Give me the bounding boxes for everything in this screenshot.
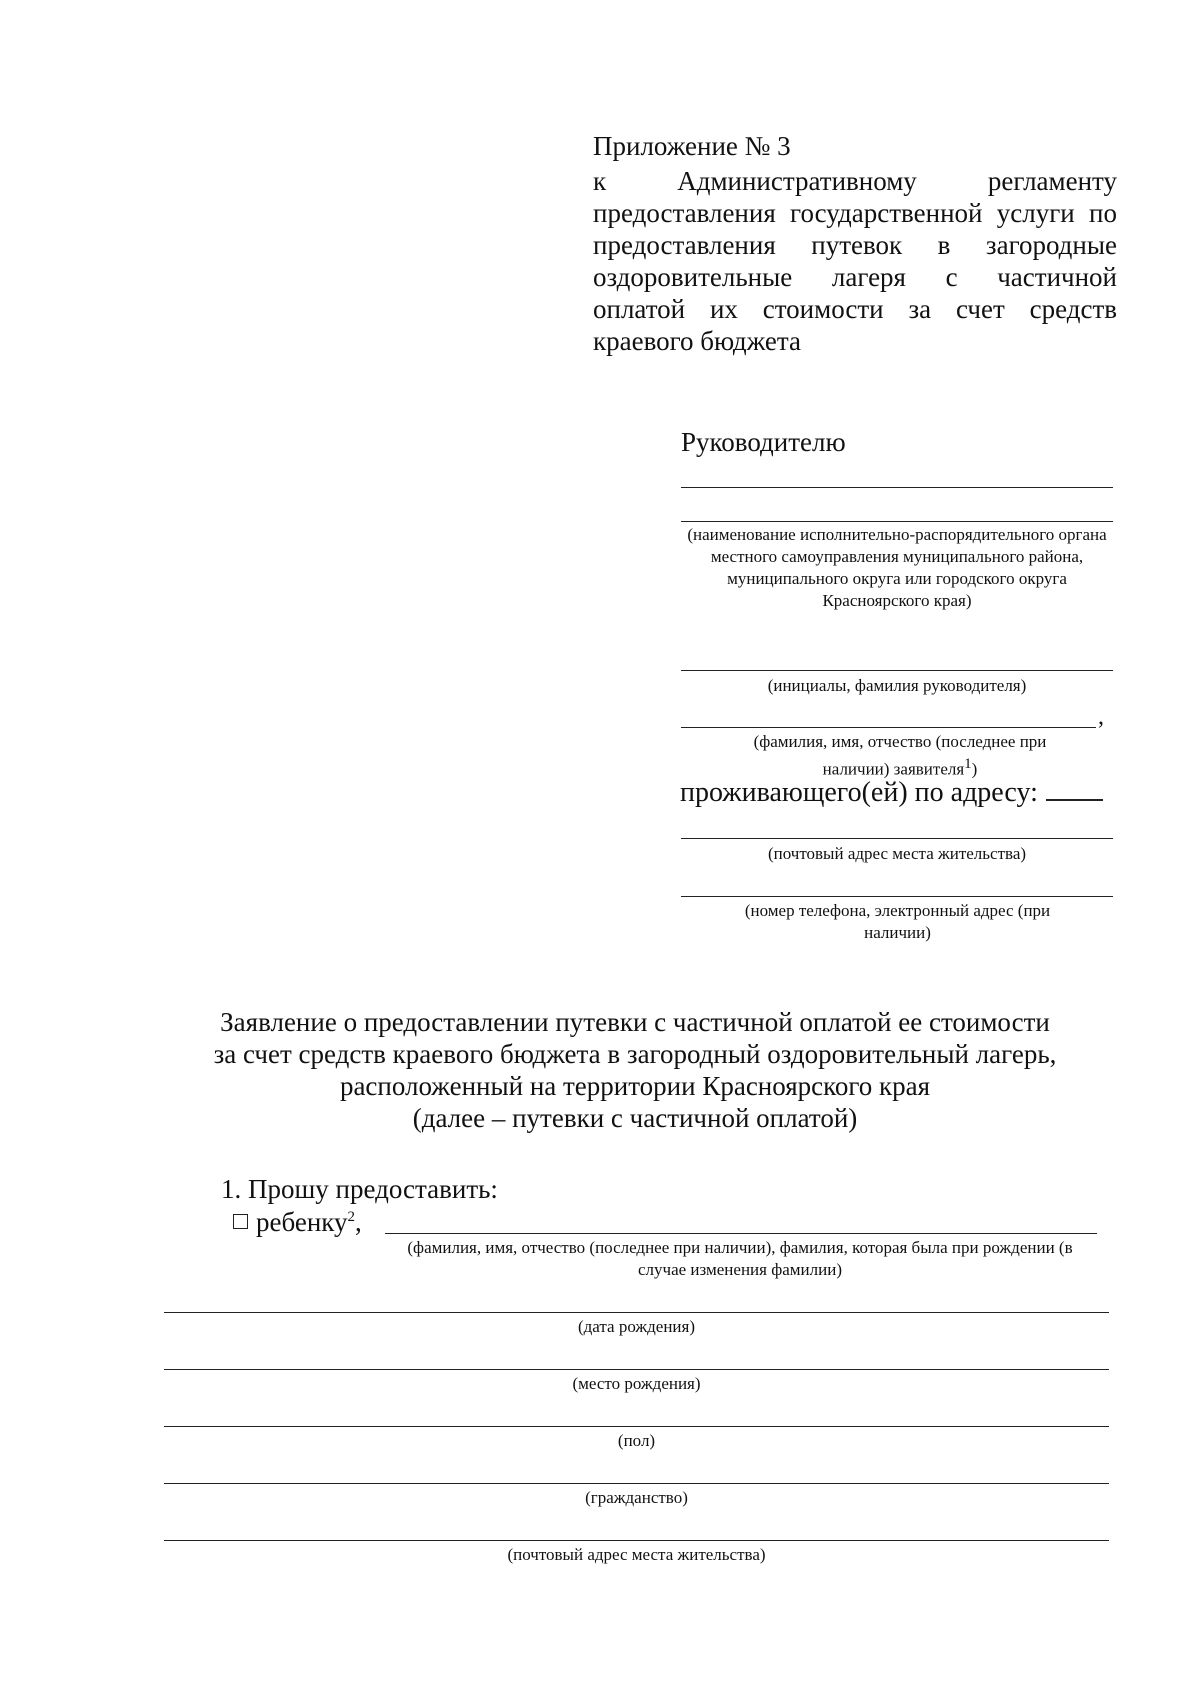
- appendix-description: к Административному регламенту предоставления государственной услуги по предоставления путевок в загородные оздоровительные лагеря с частичной оплатой их стоимости за счет средств краевого бюджета: [593, 166, 1117, 356]
- child-label: ребенку: [256, 1207, 348, 1237]
- sex-caption: (пол): [617, 1431, 656, 1450]
- footnote-1: 1: [964, 756, 972, 772]
- child-name-line[interactable]: [385, 1233, 1097, 1234]
- applicant-comma: ,: [1098, 704, 1104, 730]
- birth-place-caption: (место рождения): [572, 1374, 701, 1393]
- request-heading: 1. Прошу предоставить:: [221, 1174, 498, 1204]
- appendix-title: Приложение № 3: [593, 131, 791, 161]
- residing-address-blank[interactable]: [1046, 779, 1103, 801]
- applicant-name-line[interactable]: [681, 727, 1096, 728]
- contact-caption: (номер телефона, электронный адрес (при наличии): [744, 901, 1051, 942]
- statement-title-line-1: Заявление о предоставлении путевки с частичной оплатой ее стоимости: [220, 1007, 1050, 1037]
- head-name-caption: (инициалы, фамилия руководителя): [767, 676, 1027, 695]
- child-checkbox[interactable]: [233, 1214, 248, 1229]
- addressee-heading: Руководителю: [681, 427, 846, 457]
- child-comma: ,: [355, 1207, 362, 1237]
- applicant-caption-end: ): [971, 759, 978, 779]
- child-address-caption: (почтовый адрес места жительства): [507, 1545, 766, 1564]
- statement-title-line-4: (далее – путевки с частичной оплатой): [412, 1103, 858, 1133]
- head-name-line[interactable]: [681, 670, 1113, 671]
- org-name-line-1[interactable]: [681, 487, 1113, 488]
- postal-address-line[interactable]: [681, 838, 1113, 839]
- birth-date-line[interactable]: [164, 1312, 1109, 1313]
- postal-address-caption: (почтовый адрес места жительства): [767, 844, 1027, 863]
- residing-address-label: [680, 777, 1103, 809]
- citizenship-caption: (гражданство): [585, 1488, 688, 1507]
- residing-text: проживающего(ей) по адресу:: [680, 777, 1038, 808]
- applicant-name-caption: [720, 731, 1080, 781]
- child-row: [233, 1207, 362, 1238]
- statement-title-line-3: расположенный на территории Красноярского края: [339, 1071, 931, 1101]
- child-address-line[interactable]: [164, 1540, 1109, 1541]
- citizenship-line[interactable]: [164, 1483, 1109, 1484]
- applicant-caption-text: (фамилия, имя, отчество (последнее при наличии) заявителя: [753, 732, 1047, 779]
- contact-line[interactable]: [681, 896, 1113, 897]
- child-name-caption: (фамилия, имя, отчество (последнее при наличии), фамилия, которая была при рождении (в случае изменения фамилии): [407, 1238, 1073, 1279]
- footnote-2: 2: [347, 1209, 356, 1225]
- org-name-line-2[interactable]: [681, 521, 1113, 522]
- birth-place-line[interactable]: [164, 1369, 1109, 1370]
- sex-line[interactable]: [164, 1426, 1109, 1427]
- statement-title-line-2: за счет средств краевого бюджета в загородный оздоровительный лагерь,: [213, 1039, 1057, 1069]
- statement-title: [140, 1006, 1130, 1134]
- birth-date-caption: (дата рождения): [577, 1317, 696, 1336]
- org-name-caption: (наименование исполнительно-распорядительного органа местного самоуправления муниципального района, муниципального округа или городского округа Красноярского края): [687, 525, 1107, 610]
